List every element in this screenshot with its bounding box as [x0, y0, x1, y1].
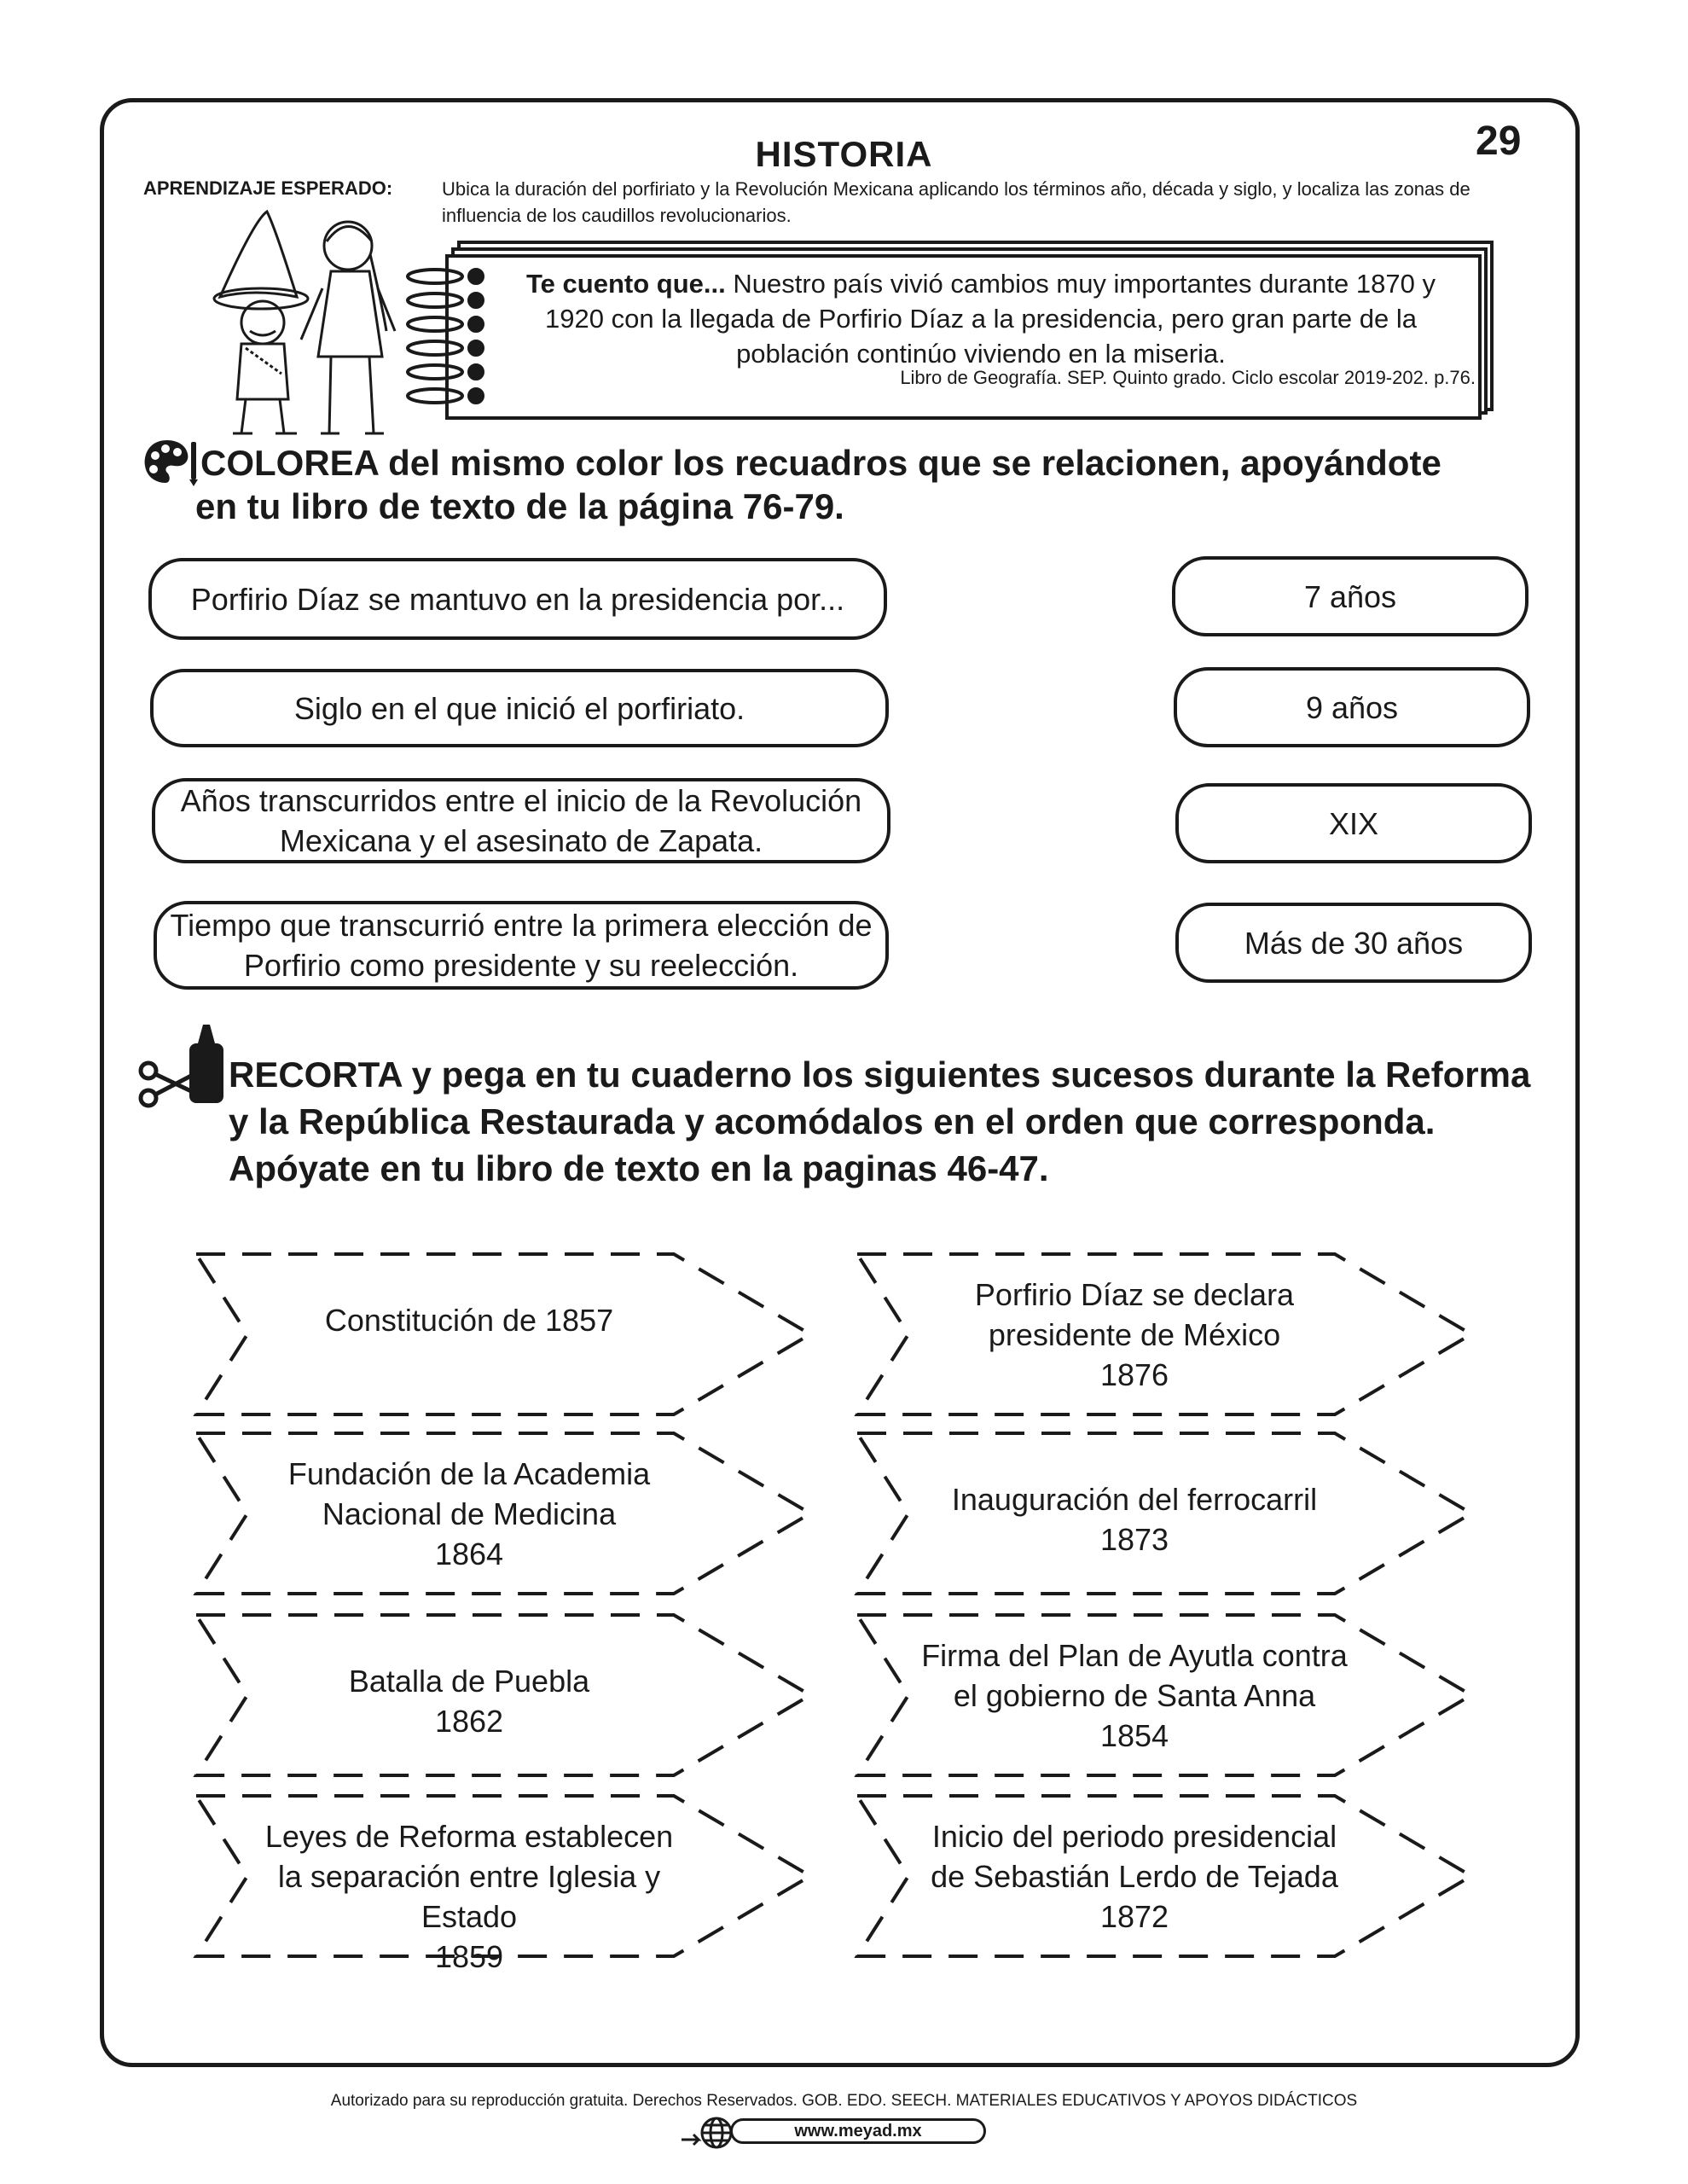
- event-text: Batalla de Puebla: [348, 1664, 590, 1699]
- answer-box[interactable]: 7 años: [1172, 556, 1528, 636]
- footer-url[interactable]: www.meyad.mx: [730, 2118, 986, 2144]
- event-year: 1864: [434, 1536, 504, 1571]
- event-text: Constitución de 1857: [324, 1303, 614, 1338]
- question-box[interactable]: Años transcurridos entre el inicio de la Revolución Mexicana y el asesinato de Zapata.: [152, 778, 890, 863]
- notebook-lead: Te cuento que...: [526, 269, 726, 299]
- event-year: 1854: [1099, 1718, 1169, 1753]
- globe-icon: [678, 2114, 738, 2152]
- learning-text: Ubica la duración del porfiriato y la Revolución Mexicana aplicando los términos año, década y siglo, y localiza las zonas de influencia de los caudillos revolucionarios.: [442, 178, 1470, 226]
- event-year: 1873: [1099, 1522, 1169, 1557]
- question-box[interactable]: Porfirio Díaz se mantuvo en la presidencia por...: [148, 558, 887, 640]
- event-label: [913, 1275, 1356, 1395]
- learning-label: APRENDIZAJE ESPERADO:: [143, 177, 393, 199]
- event-label: [913, 1816, 1356, 1937]
- event-text: Fundación de la Academia Nacional de Medicina: [287, 1456, 651, 1531]
- event-label: [913, 1635, 1356, 1756]
- footer-text: Autorizado para su reproducción gratuita. Derechos Reservados. GOB. EDO. SEECH. MATERIALES EDUCATIVOS Y APOYOS DIDÁCTICOS: [330, 2092, 1358, 2110]
- event-year: 1876: [1099, 1357, 1169, 1392]
- event-year: 1872: [1099, 1899, 1169, 1934]
- activity1-subtitle: en tu libro de texto de la página 76-79.: [195, 486, 844, 526]
- event-label: [256, 1661, 682, 1741]
- answer-box[interactable]: Más de 30 años: [1175, 903, 1532, 983]
- question-box[interactable]: Tiempo que transcurrió entre la primera elección de Porfirio como presidente y su reelección.: [154, 901, 889, 990]
- activity1-title: COLOREA del mismo color los recuadros que se relacionen, apoyándote: [200, 443, 1441, 483]
- event-label: [256, 1300, 682, 1340]
- event-text: Leyes de Reforma establecen la separación entre Iglesia y Estado: [264, 1819, 674, 1934]
- section-title: HISTORIA: [755, 134, 933, 174]
- activity2-title: RECORTA y pega en tu cuaderno los siguientes sucesos durante la Reforma y la República Restaurada y acomódalos en el orden que corresponda. Apóyate en tu libro de texto en la paginas 46-47.: [229, 1054, 1531, 1188]
- event-text: Porfirio Díaz se declara presidente de México: [974, 1277, 1295, 1352]
- event-text: Inauguración del ferrocarril: [951, 1482, 1318, 1517]
- event-text: Inicio del periodo presidencial de Sebastián Lerdo de Tejada: [931, 1819, 1338, 1894]
- event-label: [913, 1479, 1356, 1560]
- event-label: [256, 1816, 682, 1977]
- event-year: 1862: [434, 1704, 504, 1739]
- answer-box[interactable]: 9 años: [1174, 667, 1530, 747]
- event-year: 1859: [434, 1939, 504, 1974]
- question-box[interactable]: Siglo en el que inició el porfiriato.: [150, 669, 889, 747]
- event-label: [256, 1454, 682, 1574]
- page-number: 29: [1476, 119, 1522, 164]
- answer-box[interactable]: XIX: [1175, 783, 1532, 863]
- notebook-source: Libro de Geografía. SEP. Quinto grado. Ciclo escolar 2019-202. p.76.: [900, 367, 1476, 388]
- event-text: Firma del Plan de Ayutla contra el gobierno de Santa Anna: [921, 1638, 1348, 1713]
- notebook-body: Nuestro país vivió cambios muy importantes durante 1870 y 1920 con la llegada de Porfirio Díaz a la presidencia, pero gran parte de la población continúo viviendo en la miseria.: [545, 269, 1436, 369]
